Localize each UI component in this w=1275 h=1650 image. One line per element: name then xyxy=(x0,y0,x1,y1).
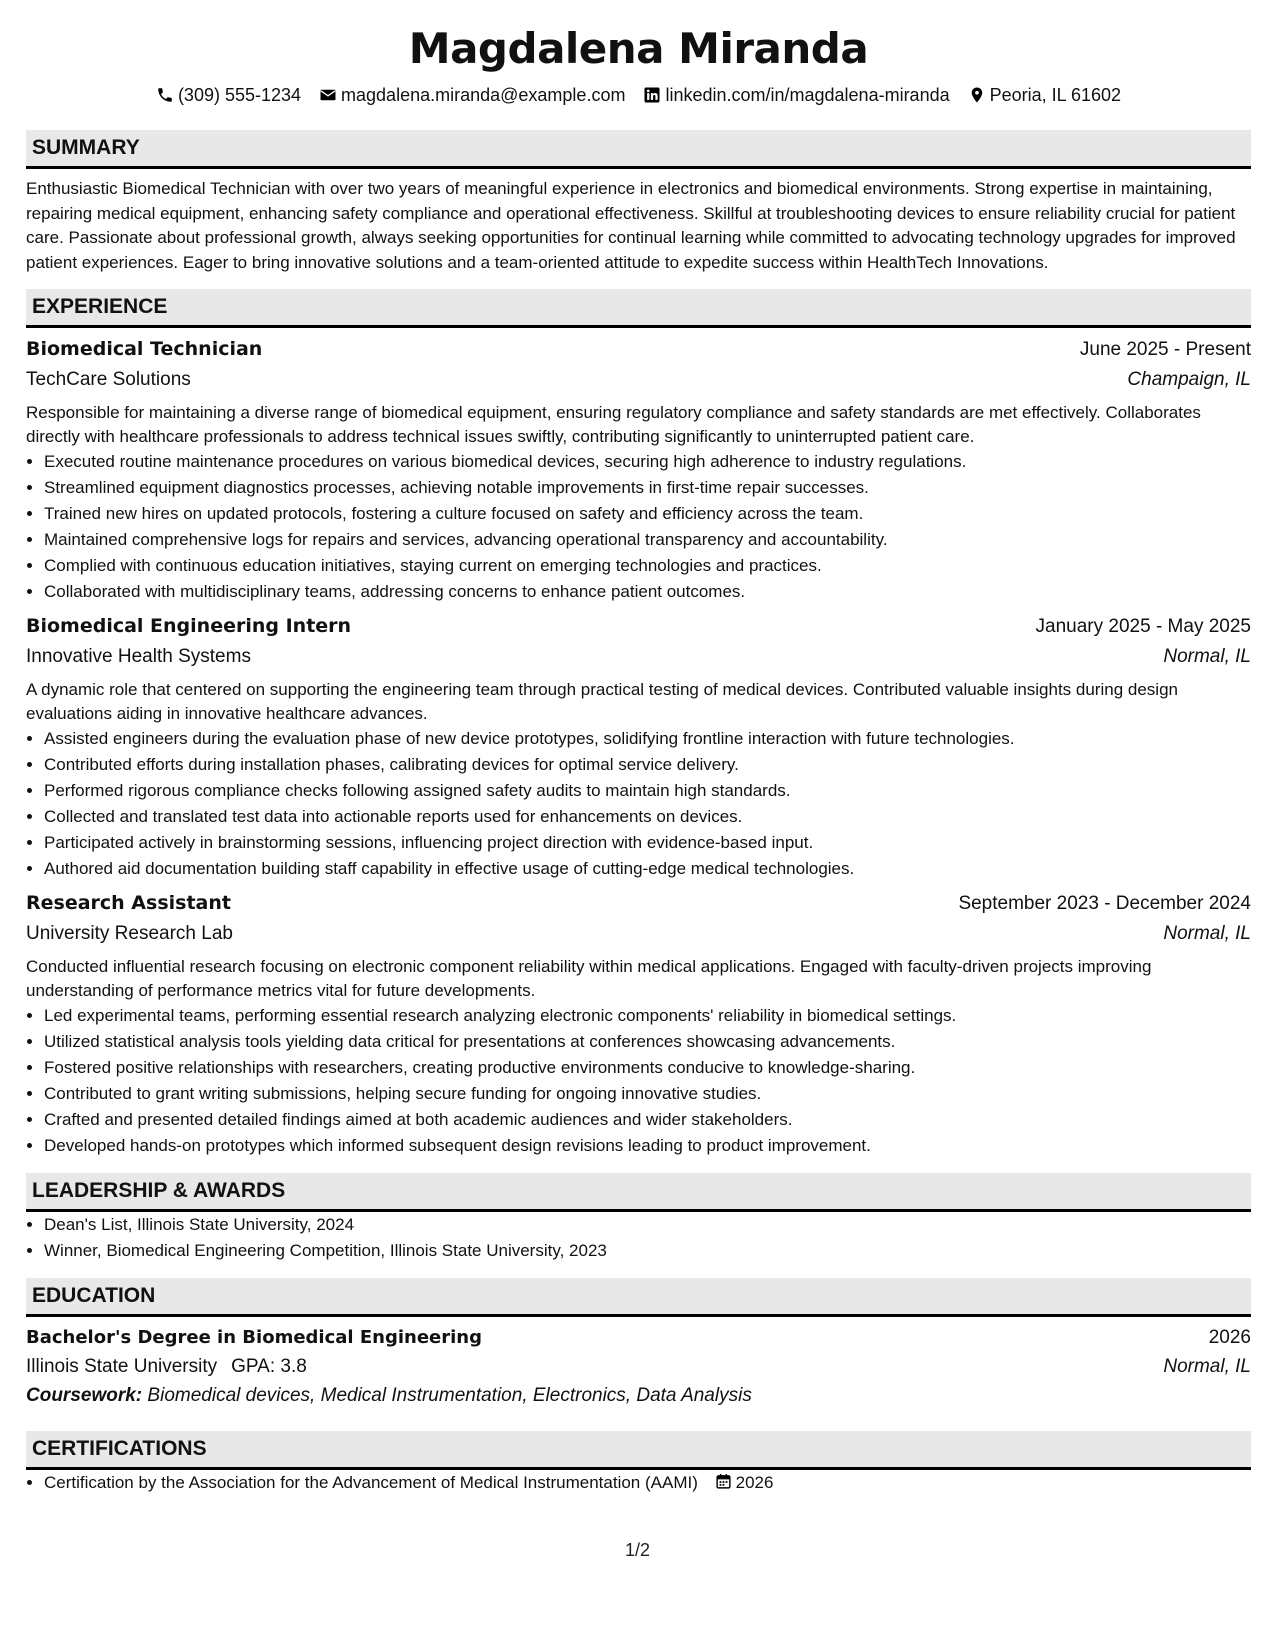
certification-year: 2026 xyxy=(735,1473,774,1493)
linkedin-text: linkedin.com/in/magdalena-miranda xyxy=(665,85,950,105)
education-entry xyxy=(26,1323,1251,1411)
leadership-heading: LEADERSHIP & AWARDS xyxy=(26,1173,1251,1212)
list-item: • Streamlined equipment diagnostics processes, achieving notable improvements in first-time repair successes. xyxy=(44,475,1251,501)
contact-location xyxy=(968,82,1121,108)
list-item: • Fostered positive relationships with researchers, creating productive environments conducive to knowledge-sharing. xyxy=(44,1055,1251,1081)
job-location: Champaign, IL xyxy=(1127,369,1251,391)
phone-text: (309) 555-1234 xyxy=(177,85,302,105)
job-bullets xyxy=(26,1003,1251,1159)
list-item: • Collected and translated test data into actionable reports used for enhancements on devices. xyxy=(44,804,1251,830)
education-subheader xyxy=(26,1353,1251,1381)
job-title: Biomedical Engineering Intern xyxy=(26,615,352,638)
list-item: • Contributed efforts during installation phases, calibrating devices for optimal service delivery. xyxy=(44,752,1251,778)
job-bullets xyxy=(26,449,1251,605)
job-subheader xyxy=(26,642,1251,672)
job-title: Biomedical Technician xyxy=(26,338,263,361)
job-entry xyxy=(26,334,1251,605)
linkedin-icon xyxy=(643,86,661,104)
job-description: Conducted influential research focusing on electronic component reliability within medical applications. Engaged with faculty-driven projects improving understanding of performance metrics vital for future developments. xyxy=(26,957,1152,1001)
location-text: Peoria, IL 61602 xyxy=(989,85,1122,105)
education-header xyxy=(26,1323,1251,1353)
list-item: • Participated actively in brainstorming sessions, influencing project direction with evidence-based input. xyxy=(44,830,1251,856)
job-company: Innovative Health Systems xyxy=(26,646,251,668)
list-item xyxy=(44,1470,1251,1496)
contact-phone xyxy=(156,82,301,108)
contact-email[interactable] xyxy=(319,82,625,108)
job-title: Research Assistant xyxy=(26,892,231,915)
job-company: TechCare Solutions xyxy=(26,369,191,391)
list-item: • Authored aid documentation building staff capability in effective usage of cutting-edge medical technologies. xyxy=(44,856,1251,882)
list-item: • Performed rigorous compliance checks following assigned safety audits to maintain high standards. xyxy=(44,778,1251,804)
job-header xyxy=(26,611,1251,642)
leadership-list xyxy=(26,1212,1251,1264)
contact-linkedin[interactable] xyxy=(643,82,949,108)
phone-icon xyxy=(156,86,174,104)
envelope-icon xyxy=(319,86,337,104)
list-item: • Collaborated with multidisciplinary teams, addressing concerns to enhance patient outcomes. xyxy=(44,579,1251,605)
job-description: Responsible for maintaining a diverse range of biomedical equipment, ensuring regulatory compliance and safety standards are met effectively. Collaborates directly with healthcare professionals to address technical issues swiftly, contributing significantly to uninterrupted patient care. xyxy=(26,403,1201,447)
job-company: University Research Lab xyxy=(26,923,233,945)
education-heading: EDUCATION xyxy=(26,1278,1251,1317)
coursework-list: Biomedical devices, Medical Instrumentation, Electronics, Data Analysis xyxy=(147,1385,752,1407)
email-text: magdalena.miranda@example.com xyxy=(341,85,626,105)
education-coursework xyxy=(26,1381,1251,1411)
job-dates: June 2025 - Present xyxy=(1079,339,1251,361)
job-entry xyxy=(26,888,1251,1159)
list-item: • Developed hands-on prototypes which informed subsequent design revisions leading to product improvement. xyxy=(44,1133,1251,1159)
job-description: A dynamic role that centered on supporting the engineering team through practical testing of medical devices. Contributed valuable insights during design evaluations aiding in innovative healthcare advances. xyxy=(26,680,1178,724)
list-item: • Trained new hires on updated protocols, fostering a culture focused on safety and efficiency across the team. xyxy=(44,501,1251,527)
summary-text: Enthusiastic Biomedical Technician with over two years of meaningful experience in electronics and biomedical environments. Strong expertise in maintaining, repairing medical equipment, enhancing safety compliance and operational effectiveness. Skillful at troubleshooting devices to ensure reliability crucial for patient care. Passionate about professional growth, always seeking opportunities for continual learning while committed to advocating technology upgrades for improved patient experiences. Eager to bring innovative solutions and a team-oriented attitude to expedite success within HealthTech Innovations. xyxy=(26,179,1236,272)
certification-name: Certification by the Association for the Advancement of Medical Instrumentation (AAMI) xyxy=(44,1473,698,1493)
job-location: Normal, IL xyxy=(1163,646,1251,668)
list-item: • Complied with continuous education initiatives, staying current on emerging technologies and practices. xyxy=(44,553,1251,579)
calendar-icon xyxy=(715,1473,732,1490)
certifications-list xyxy=(26,1470,1251,1496)
education-degree: Bachelor's Degree in Biomedical Engineering xyxy=(26,1327,482,1349)
job-location: Normal, IL xyxy=(1163,923,1251,945)
job-dates: September 2023 - December 2024 xyxy=(958,893,1251,915)
education-school: Illinois State University xyxy=(26,1356,218,1378)
education-year: 2026 xyxy=(1208,1327,1251,1349)
job-dates: January 2025 - May 2025 xyxy=(1035,616,1251,638)
job-bullets xyxy=(26,726,1251,882)
list-item: • Winner, Biomedical Engineering Competition, Illinois State University, 2023 xyxy=(44,1238,1251,1264)
education-location: Normal, IL xyxy=(1163,1356,1251,1378)
list-item: • Utilized statistical analysis tools yielding data critical for presentations at conferences showcasing advancements. xyxy=(44,1029,1251,1055)
list-item: • Contributed to grant writing submissions, helping secure funding for ongoing innovative studies. xyxy=(44,1081,1251,1107)
list-item: • Assisted engineers during the evaluation phase of new device prototypes, solidifying frontline interaction with future technologies. xyxy=(44,726,1251,752)
page-number: 1/2 xyxy=(624,1540,651,1560)
list-item: • Maintained comprehensive logs for repairs and services, advancing operational transparency and accountability. xyxy=(44,527,1251,553)
map-pin-icon xyxy=(968,86,986,104)
job-entry xyxy=(26,611,1251,882)
job-subheader xyxy=(26,919,1251,949)
list-item: • Crafted and presented detailed findings aimed at both academic audiences and wider stakeholders. xyxy=(44,1107,1251,1133)
list-item: • Executed routine maintenance procedures on various biomedical devices, securing high adherence to industry regulations. xyxy=(44,449,1251,475)
education-gpa: GPA: 3.8 xyxy=(231,1356,307,1378)
experience-heading: EXPERIENCE xyxy=(26,289,1251,328)
certifications-heading: CERTIFICATIONS xyxy=(26,1431,1251,1470)
job-subheader xyxy=(26,365,1251,395)
job-header xyxy=(26,334,1251,365)
contact-bar xyxy=(26,82,1251,108)
resume-content xyxy=(26,20,1251,1496)
education-school-line xyxy=(26,1353,307,1381)
coursework-label: Coursework: xyxy=(26,1385,143,1407)
job-header xyxy=(26,888,1251,919)
list-item: • Led experimental teams, performing essential research analyzing electronic components' reliability in biomedical settings. xyxy=(44,1003,1251,1029)
summary-heading: SUMMARY xyxy=(26,130,1251,169)
candidate-name: Magdalena Miranda xyxy=(408,24,869,73)
list-item: • Dean's List, Illinois State University, 2024 xyxy=(44,1212,1251,1238)
